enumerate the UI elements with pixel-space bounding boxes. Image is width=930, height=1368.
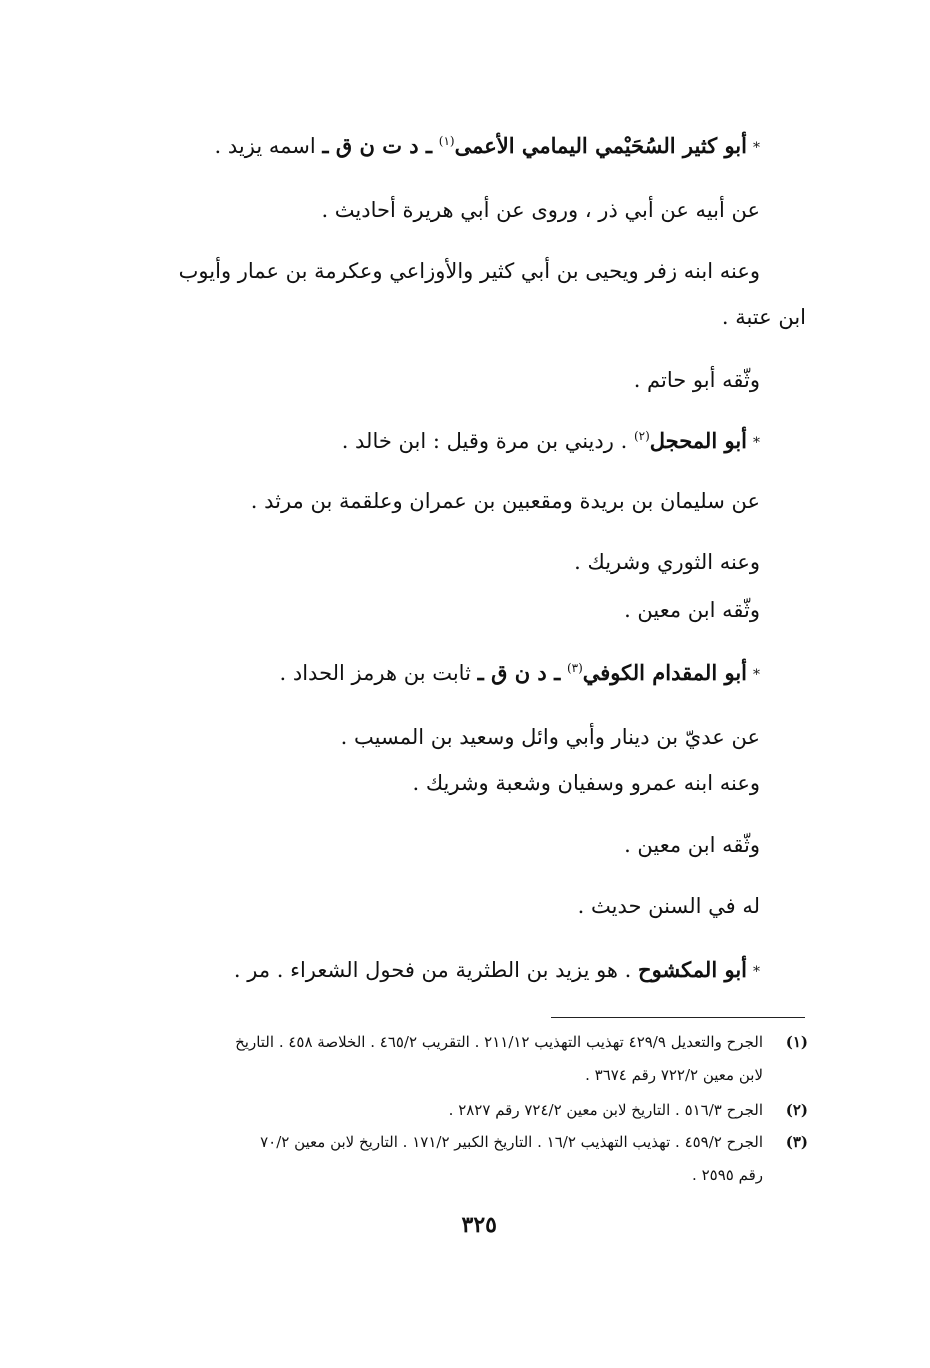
narrates-from: عن عديّ بن دينار وأبي وائل وسعيد بن المسيب . bbox=[340, 725, 760, 749]
footnote-number: (١) bbox=[785, 1033, 808, 1051]
footnote-text: لابن معين ٧٢٢/٢ رقم ٣٦٧٤ . bbox=[585, 1066, 763, 1084]
footnote-text: رقم ٢٥٩٥ . bbox=[692, 1166, 763, 1184]
narrators-from-him: وعنه ابنه زفر ويحيى بن أبي كثير والأوزاعي وعكرمة بن عمار وأيوب bbox=[178, 259, 760, 283]
narrators-continued: ابن عتبة . bbox=[721, 305, 806, 329]
entry-heading bbox=[342, 426, 760, 458]
footnote-marker: (١) bbox=[438, 134, 455, 148]
entry-heading bbox=[234, 955, 760, 987]
narrates-from: عن سليمان بن بريدة ومقعبين بن عمران وعلقمة بن مرثد . bbox=[250, 489, 760, 513]
entry-description: . رديني بن مرة وقيل : ابن خالد . bbox=[341, 429, 628, 453]
footnote-number: (٣) bbox=[785, 1133, 808, 1151]
narrators-from-him: وعنه الثوري وشريك . bbox=[574, 550, 760, 574]
footnote-text: الجرح ٥١٦/٣ . التاريخ لابن معين ٧٢٤/٢ رقم ٢٨٢٧ . bbox=[448, 1101, 763, 1119]
authentication: وثّقه أبو حاتم . bbox=[633, 368, 760, 392]
asterisk-icon: * bbox=[753, 434, 760, 451]
narrates-from: عن أبيه عن أبي ذر ، وروى عن أبي هريرة أحاديث . bbox=[321, 198, 760, 222]
hadith-note: له في السنن حديث . bbox=[577, 894, 760, 918]
footnote-text: الجرح والتعديل ٤٢٩/٩ تهذيب التهذيب ٢١١/١٢ . التقريب ٤٦٥/٢ . الخلاصة ٤٥٨ . التاريخ bbox=[235, 1033, 763, 1051]
book-codes: ـ د ت ن ق ـ bbox=[322, 133, 433, 158]
entry-description: ثابت بن هرمز الحداد . bbox=[279, 661, 471, 685]
entry-description: اسمه يزيد . bbox=[214, 134, 316, 158]
entry-name: أبو المكشوح bbox=[638, 957, 747, 982]
asterisk-icon: * bbox=[753, 963, 760, 980]
authentication: وثّقه ابن معين . bbox=[624, 598, 760, 622]
footnote-text: الجرح ٤٥٩/٢ . تهذيب التهذيب ١٦/٢ . التاريخ الكبير ١٧١/٢ . التاريخ لابن معين ٧٠/٢ bbox=[260, 1133, 763, 1151]
asterisk-icon: * bbox=[753, 139, 760, 156]
footnote-separator bbox=[551, 1017, 805, 1018]
entry-name: أبو المقدام الكوفي bbox=[582, 660, 747, 685]
footnote-marker: (٢) bbox=[633, 429, 650, 443]
entry-heading bbox=[215, 131, 760, 163]
entry-description: . هو يزيد بن الطثرية من فحول الشعراء . مر . bbox=[233, 958, 632, 982]
narrators-from-him: وعنه ابنه عمرو وسفيان وشعبة وشريك . bbox=[412, 771, 760, 795]
entry-name: أبو المحجل bbox=[649, 428, 747, 453]
authentication: وثّقه ابن معين . bbox=[624, 833, 760, 857]
entry-heading bbox=[280, 658, 760, 690]
footnote-number: (٢) bbox=[785, 1101, 808, 1119]
book-codes: ـ د ن ق ـ bbox=[477, 660, 561, 685]
footnote-marker: (٣) bbox=[566, 661, 583, 675]
page-number: ٣٢٥ bbox=[461, 1212, 497, 1238]
entry-name: أبو كثير السُحَيْمي اليمامي الأعمى bbox=[454, 133, 747, 158]
asterisk-icon: * bbox=[753, 666, 760, 683]
